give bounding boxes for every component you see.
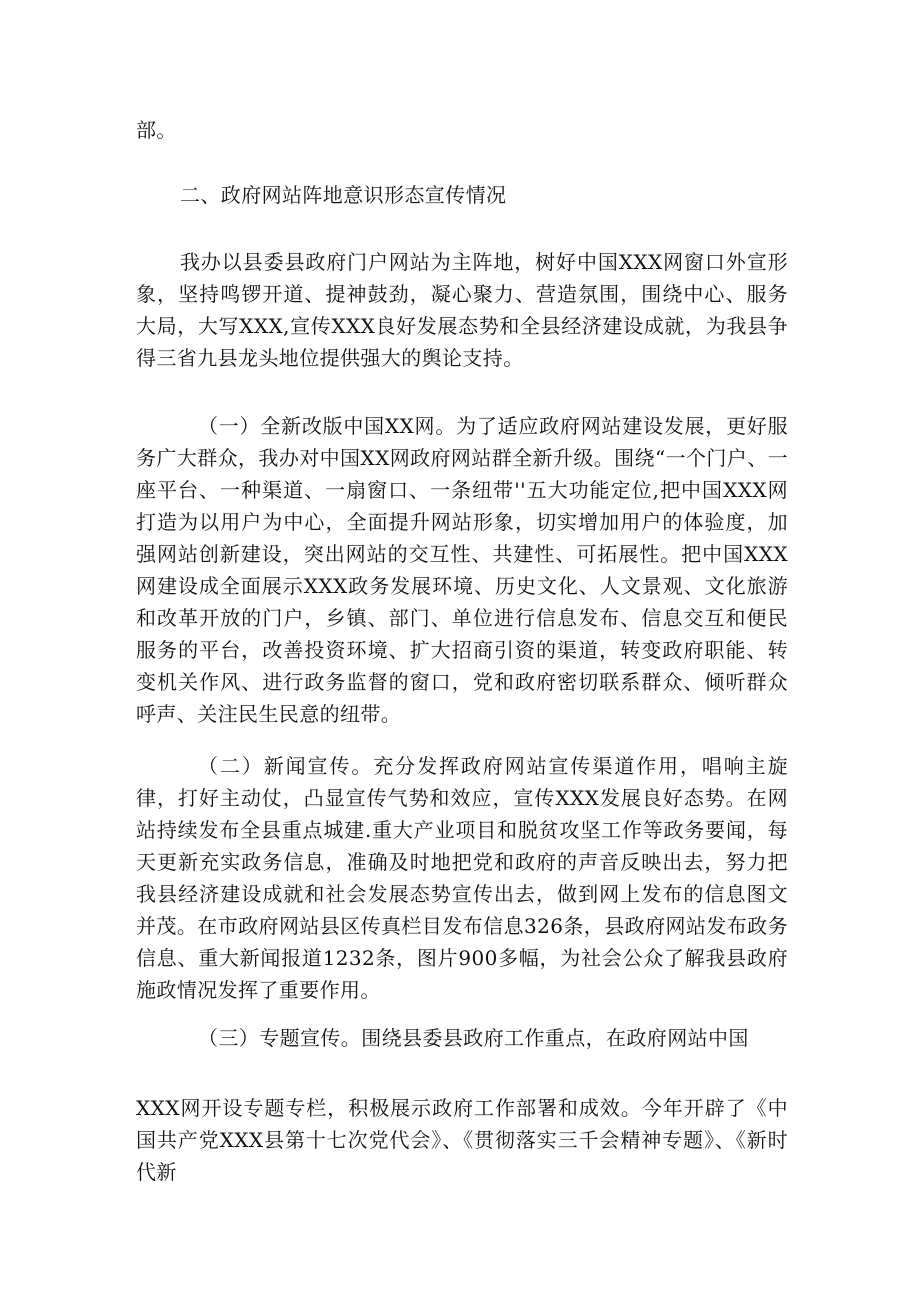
- paragraph-item-1: （一）全新改版中国XX网。为了适应政府网站建设发展，更好服务广大群众，我办对中国XX网政府网站群全新升级。围绕“一个门户、一座平台、一种渠道、一扇窗口、一条纽带''五大功能定位,把中国XXX网打造为以用户为中心，全面提升网站形象，切实增加用户的体验度，加强网站创新建设，突出网站的交互性、共建性、可拓展性。把中国XXX网建设成全面展示XXX政务发展环境、历史文化、人文景观、文化旅游和改革开放的门户，乡镇、部门、单位进行信息发布、信息交互和便民服务的平台，改善投资环境、扩大招商引资的渠道，转变政府职能、转变机关作风、进行政务监督的窗口，党和政府密切联系群众、倾听群众呼声、关注民生民意的纽带。: [136, 414, 788, 726]
- paragraph-item-3-first-line: （三）专题宣传。围绕县委县政府工作重点，在政府网站中国: [198, 1026, 749, 1050]
- paragraph-item-3-continuation: XXX网开设专题专栏，积极展示政府工作部署和成效。今年开辟了《中国共产党XXX县第十七次党代会》、《贯彻落实三千会精神专题》、《新时代新: [136, 1096, 788, 1184]
- paragraph-intro: 我办以县委县政府门户网站为主阵地，树好中国XXX网窗口外宣形象，坚持鸣锣开道、提神鼓劲，凝心聚力、营造氛围，围绕中心、服务大局，大写XXX,宣传XXX良好发展态势和全县经济建设成就，为我县争得三省九县龙头地位提供强大的舆论支持。: [136, 250, 788, 370]
- paragraph-item-2: （二）新闻宣传。充分发挥政府网站宣传渠道作用，唱响主旋律，打好主动仗，凸显宣传气势和效应，宣传XXX发展良好态势。在网站持续发布全县重点城建.重大产业项目和脱贫攻坚工作等政务要闻，每天更新充实政务信息，准确及时地把党和政府的声音反映出去，努力把我县经济建设成就和社会发展态势宣传出去，做到网上发布的信息图文并茂。在市政府网站县区传真栏目发布信息326条，县政府网站发布政务信息、重大新闻报道1232条，图片900多幅，为社会公众了解我县政府施政情况发挥了重要作用。: [136, 754, 788, 1002]
- text-line-top: 部。: [136, 118, 177, 142]
- section-heading: 二、政府网站阵地意识形态宣传情况: [180, 183, 507, 207]
